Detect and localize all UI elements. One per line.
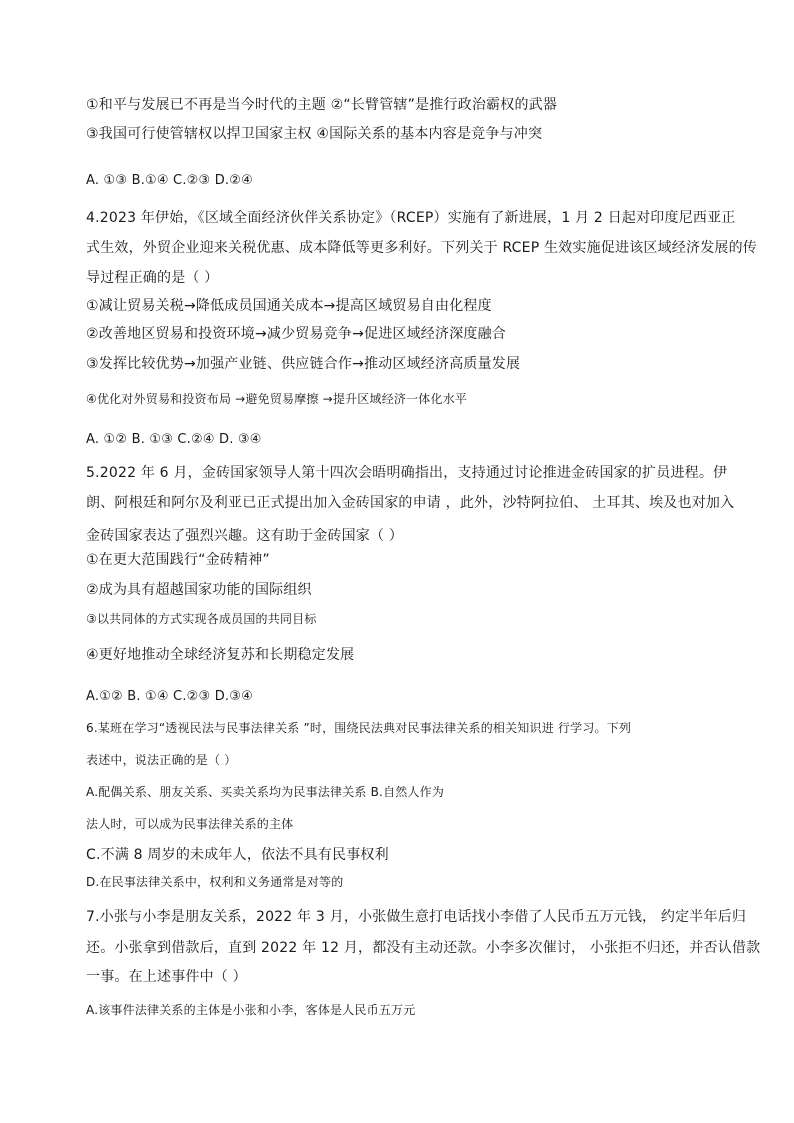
q4-stem-line-1: 4.2023 年伊始，《区域全面经济伙伴关系协定》（RCEP）实施有了新进展，1 月 2 日起对印度尼西亚正 (86, 210, 736, 226)
q5-options: A.①② B. ①④ C.②③ D.③④ (86, 689, 253, 704)
q5-item-4: ④更好地推动全球经济复苏和长期稳定发展 (86, 647, 355, 663)
q4-options: A. ①② B. ①③ C.②④ D. ③④ (86, 432, 262, 447)
q6-option-a-line-1: A.配偶关系、朋友关系、买卖关系均为民事法律关系 B.自然人作为 (86, 785, 445, 799)
q5-stem-line-1: 5.2022 年 6 月，金砖国家领导人第十四次会晤明确指出，支持通过讨论推进金砖国家的扩员进程。伊 (86, 465, 728, 481)
q5-stem-line-3: 金砖国家表达了强烈兴趣。这有助于金砖国家（ ） (86, 528, 404, 544)
q6-option-d: D.在民事法律关系中，权利和义务通常是对等的 (86, 875, 344, 889)
q6-option-a-line-2: 法人时，可以成为民事法律关系的主体 (86, 817, 294, 831)
q3-items-line-2: ③我国可行使管辖权以捍卫国家主权 ④国际关系的基本内容是竞争与冲突 (86, 126, 543, 142)
q7-option-a: A.该事件法律关系的主体是小张和小李，客体是人民币五万元 (86, 1003, 416, 1017)
q6-stem-line-1: 6.某班在学习“透视民法与民事法律关系 ”时，围绕民法典对民事法律关系的相关知识进 行学习。下列 (86, 721, 632, 735)
q3-items-line-1: ①和平与发展已不再是当今时代的主题 ②“长臂管辖”是推行政治霸权的武器 (86, 97, 558, 113)
q4-item-2: ②改善地区贸易和投资环境→减少贸易竞争→促进区域经济深度融合 (86, 326, 507, 342)
q7-stem-line-1: 7.小张与小李是朋友关系，2022 年 3 月，小张做生意打电话找小李借了人民币五万元钱， 约定半年后归 (86, 909, 747, 925)
q5-stem-line-2: 朗、阿根廷和阿尔及利亚已正式提出加入金砖国家的申请 ，此外，沙特阿拉伯、 土耳其、埃及也对加入 (86, 495, 735, 511)
q4-item-1: ①减让贸易关税→降低成员国通关成本→提高区域贸易自由化程度 (86, 298, 492, 314)
q5-item-3: ③以共同体的方式实现各成员国的共同目标 (86, 612, 317, 626)
q7-stem-line-2: 还。小张拿到借款后，直到 2022 年 12 月，都没有主动还款。小李多次催讨， 小张拒不归还，并否认借款 (86, 940, 761, 956)
q5-item-2: ②成为具有超越国家功能的国际组织 (86, 582, 312, 598)
q7-stem-line-3: 一事。在上述事件中（ ） (86, 969, 247, 985)
q4-stem-line-3: 导过程正确的是（ ） (86, 270, 219, 286)
q5-item-1: ①在更大范围践行“金砖精神” (86, 552, 270, 568)
q4-stem-line-2: 式生效，外贸企业迎来关税优惠、成本降低等更多利好。下列关于 RCEP 生效实施促进该区域经济发展的传 (86, 240, 757, 256)
q6-option-c: C.不满 8 周岁的未成年人，依法不具有民事权利 (86, 847, 389, 863)
q4-item-4: ④优化对外贸易和投资布局 →避免贸易摩擦 →提升区域经济一体化水平 (86, 392, 468, 406)
q3-options: A. ①③ B.①④ C.②③ D.②④ (86, 173, 253, 188)
q4-item-3: ③发挥比较优势→加强产业链、供应链合作→推动区域经济高质量发展 (86, 356, 521, 372)
q6-stem-line-2: 表述中，说法正确的是（ ） (86, 753, 237, 767)
